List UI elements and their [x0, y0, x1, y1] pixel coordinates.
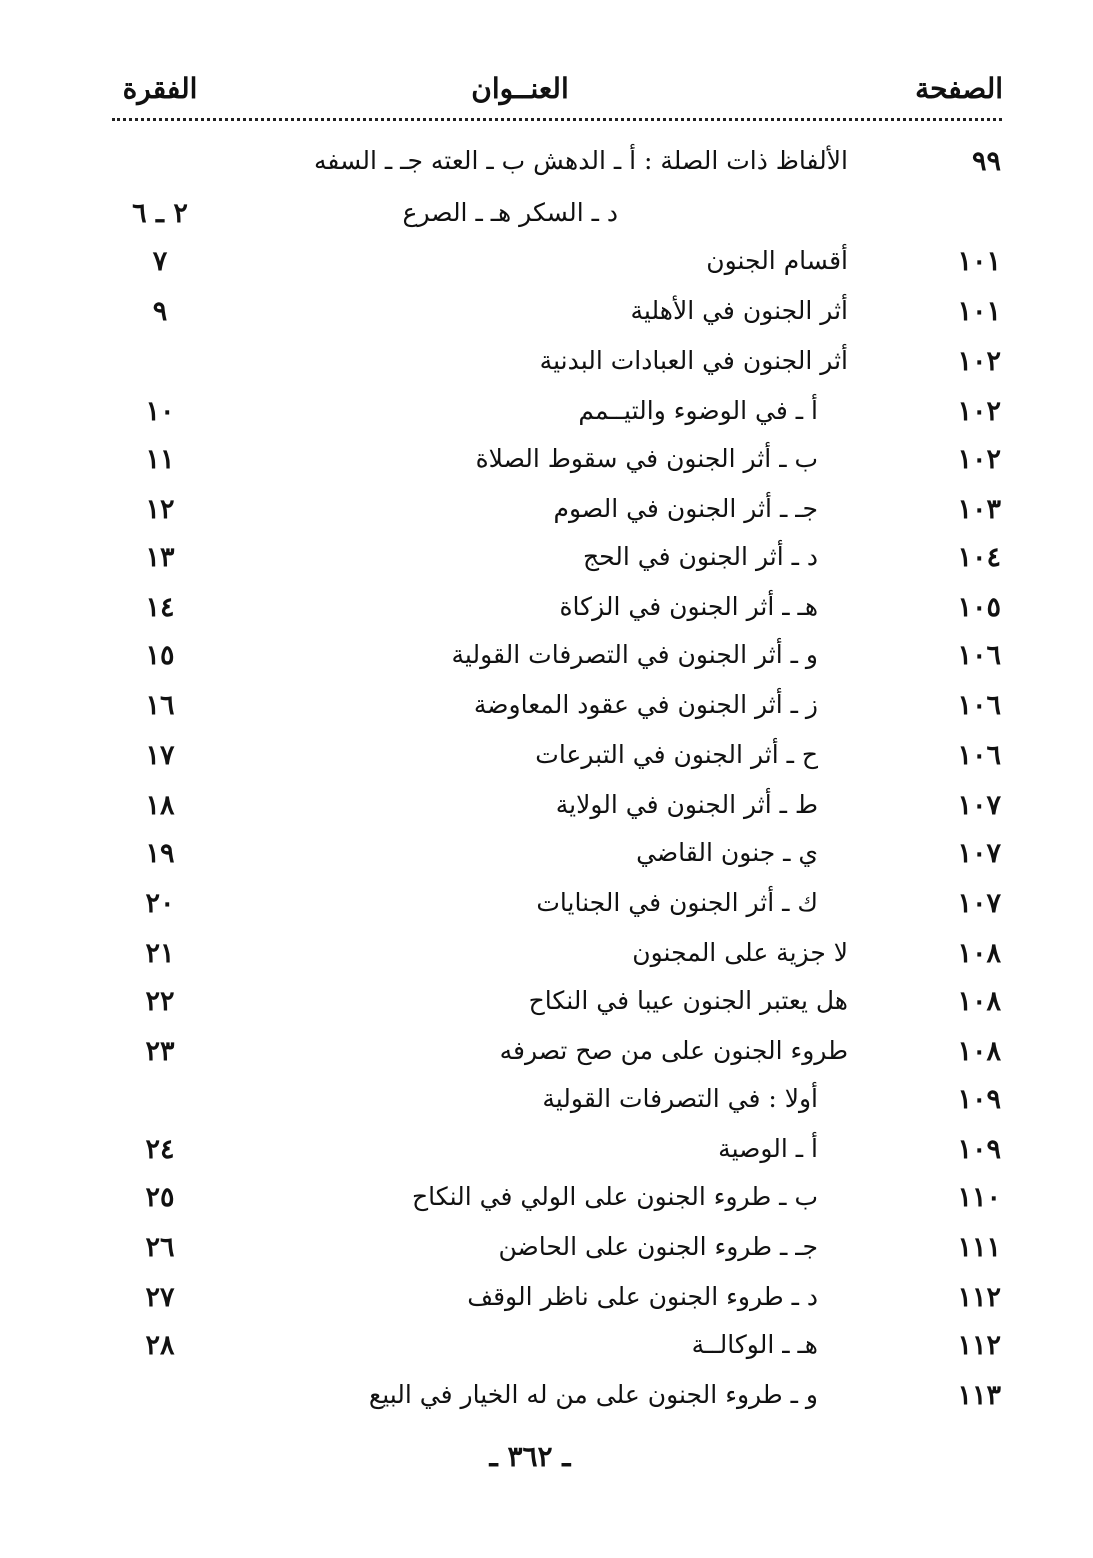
toc-page-number: ١١٣ — [957, 1380, 1001, 1411]
toc-entry-title: ح ـ أثر الجنون في التبرعات — [535, 740, 818, 769]
toc-row — [0, 1134, 1093, 1180]
toc-page-number: ١٠٥ — [957, 592, 1001, 623]
toc-paragraph-number: ٢٧ — [145, 1282, 175, 1313]
toc-paragraph-number: ٢ ـ ٦ — [132, 198, 188, 229]
toc-page-number: ١٠٧ — [957, 790, 1001, 821]
toc-row — [0, 986, 1093, 1032]
toc-page-number: ١٠٢ — [957, 444, 1001, 475]
toc-row — [0, 246, 1093, 292]
toc-entry-title: جـ ـ طروء الجنون على الحاضن — [498, 1232, 818, 1261]
toc-paragraph-number: ٢٨ — [145, 1330, 175, 1361]
toc-entry-title: ز ـ أثر الجنون في عقود المعاوضة — [473, 690, 818, 719]
toc-paragraph-number: ١٥ — [145, 640, 175, 671]
toc-page-number: ١٠١ — [957, 296, 1001, 327]
toc-entry-title: هل يعتبر الجنون عيبا في النكاح — [528, 986, 848, 1015]
toc-row — [0, 198, 1093, 244]
toc-page-number: ١١٠ — [957, 1182, 1001, 1213]
toc-paragraph-number: ٢٦ — [145, 1232, 175, 1263]
toc-page-number: ١٠١ — [957, 246, 1001, 277]
title-column-header: العنــوان — [471, 72, 569, 105]
toc-entry-title: طروء الجنون على من صح تصرفه — [499, 1036, 848, 1065]
toc-row — [0, 790, 1093, 836]
toc-entry-title: د ـ أثر الجنون في الحج — [582, 542, 818, 571]
toc-page-number: ١١٢ — [957, 1330, 1001, 1361]
toc-page-number: ١٠٣ — [957, 494, 1001, 525]
toc-entry-title: جـ ـ أثر الجنون في الصوم — [553, 494, 818, 523]
toc-row — [0, 296, 1093, 342]
toc-page-number: ١٠٨ — [957, 1036, 1001, 1067]
toc-row — [0, 494, 1093, 540]
toc-entry-title: ي ـ جنون القاضي — [636, 838, 818, 867]
toc-page-number: ١٠٩ — [957, 1134, 1001, 1165]
toc-entry-title: لا جزية على المجنون — [632, 938, 848, 967]
toc-header — [0, 72, 1093, 122]
toc-paragraph-number: ١٦ — [145, 690, 175, 721]
toc-page-number: ١٠٦ — [957, 690, 1001, 721]
toc-paragraph-number: ٢٠ — [145, 888, 175, 919]
toc-entry-title: و ـ طروء الجنون على من له الخيار في البيع — [368, 1380, 818, 1409]
toc-paragraph-number: ١٣ — [145, 542, 175, 573]
toc-paragraph-number: ١٧ — [145, 740, 175, 771]
toc-entry-title: أثر الجنون في العبادات البدنية — [539, 346, 848, 375]
toc-page-number: ١٠٤ — [957, 542, 1001, 573]
toc-page-number: ١٠٢ — [957, 396, 1001, 427]
toc-row — [0, 740, 1093, 786]
page-number: ـ ٣٦٢ ـ — [489, 1440, 571, 1473]
toc-paragraph-number: ٢١ — [145, 938, 175, 969]
toc-entry-title: الألفاظ ذات الصلة : أ ـ الدهش ب ـ العته جـ ـ السفه — [314, 146, 848, 175]
toc-paragraph-number: ٢٢ — [145, 986, 175, 1017]
toc-page-number: ١١١ — [957, 1232, 1001, 1263]
paragraph-column-header: الفقرة — [122, 72, 198, 105]
toc-page-number: ١٠٨ — [957, 986, 1001, 1017]
toc-paragraph-number: ١٩ — [145, 838, 175, 869]
toc-entry-title: هـ ـ أثر الجنون في الزكاة — [559, 592, 818, 621]
toc-row — [0, 1182, 1093, 1228]
toc-entry-title: هـ ـ الوكالــة — [691, 1330, 818, 1359]
toc-entry-title: ط ـ أثر الجنون في الولاية — [555, 790, 818, 819]
toc-entry-title: ب ـ أثر الجنون في سقوط الصلاة — [475, 444, 818, 473]
toc-row — [0, 1232, 1093, 1278]
toc-page-number: ١٠٨ — [957, 938, 1001, 969]
toc-row — [0, 542, 1093, 588]
toc-row — [0, 690, 1093, 736]
toc-entry-title: و ـ أثر الجنون في التصرفات القولية — [451, 640, 818, 669]
page-column-header: الصفحة — [915, 72, 1003, 105]
toc-page-number: ٩٩ — [971, 146, 1001, 177]
toc-page-number: ١٠٧ — [957, 838, 1001, 869]
toc-row — [0, 1282, 1093, 1328]
toc-paragraph-number: ٧ — [152, 246, 168, 277]
toc-page-number: ١٠٩ — [957, 1084, 1001, 1115]
toc-row — [0, 592, 1093, 638]
toc-paragraph-number: ٩ — [152, 296, 168, 327]
toc-row — [0, 1380, 1093, 1426]
toc-row — [0, 1330, 1093, 1376]
toc-row — [0, 396, 1093, 442]
dotted-divider — [112, 118, 1002, 121]
toc-entry-title: أ ـ الوصية — [718, 1134, 818, 1163]
toc-page-number: ١١٢ — [957, 1282, 1001, 1313]
toc-entry-title: أولا : في التصرفات القولية — [542, 1084, 818, 1113]
toc-entry-title: د ـ السكر هـ ـ الصرع — [402, 198, 618, 227]
toc-entry-title: ب ـ طروء الجنون على الولي في النكاح — [412, 1182, 818, 1211]
toc-entry-title: أثر الجنون في الأهلية — [630, 296, 848, 325]
toc-page-number: ١٠٦ — [957, 640, 1001, 671]
toc-page-number: ١٠٧ — [957, 888, 1001, 919]
toc-paragraph-number: ١٤ — [145, 592, 175, 623]
toc-row — [0, 888, 1093, 934]
toc-paragraph-number: ٢٤ — [145, 1134, 175, 1165]
toc-row — [0, 346, 1093, 392]
toc-paragraph-number: ١٠ — [145, 396, 175, 427]
toc-page-number: ١٠٦ — [957, 740, 1001, 771]
toc-entry-title: ك ـ أثر الجنون في الجنايات — [536, 888, 818, 917]
toc-row — [0, 838, 1093, 884]
toc-entry-title: أ ـ في الوضوء والتيــمم — [578, 396, 818, 425]
toc-paragraph-number: ٢٣ — [145, 1036, 175, 1067]
toc-paragraph-number: ١٨ — [145, 790, 175, 821]
toc-row — [0, 444, 1093, 490]
toc-row — [0, 146, 1093, 192]
toc-entry-title: أقسام الجنون — [706, 246, 848, 275]
toc-row — [0, 1084, 1093, 1130]
toc-page-number: ١٠٢ — [957, 346, 1001, 377]
toc-paragraph-number: ٢٥ — [145, 1182, 175, 1213]
toc-paragraph-number: ١٢ — [145, 494, 175, 525]
toc-entry-title: د ـ طروء الجنون على ناظر الوقف — [467, 1282, 818, 1311]
toc-paragraph-number: ١١ — [145, 444, 175, 475]
toc-row — [0, 1036, 1093, 1082]
toc-row — [0, 938, 1093, 984]
toc-row — [0, 640, 1093, 686]
